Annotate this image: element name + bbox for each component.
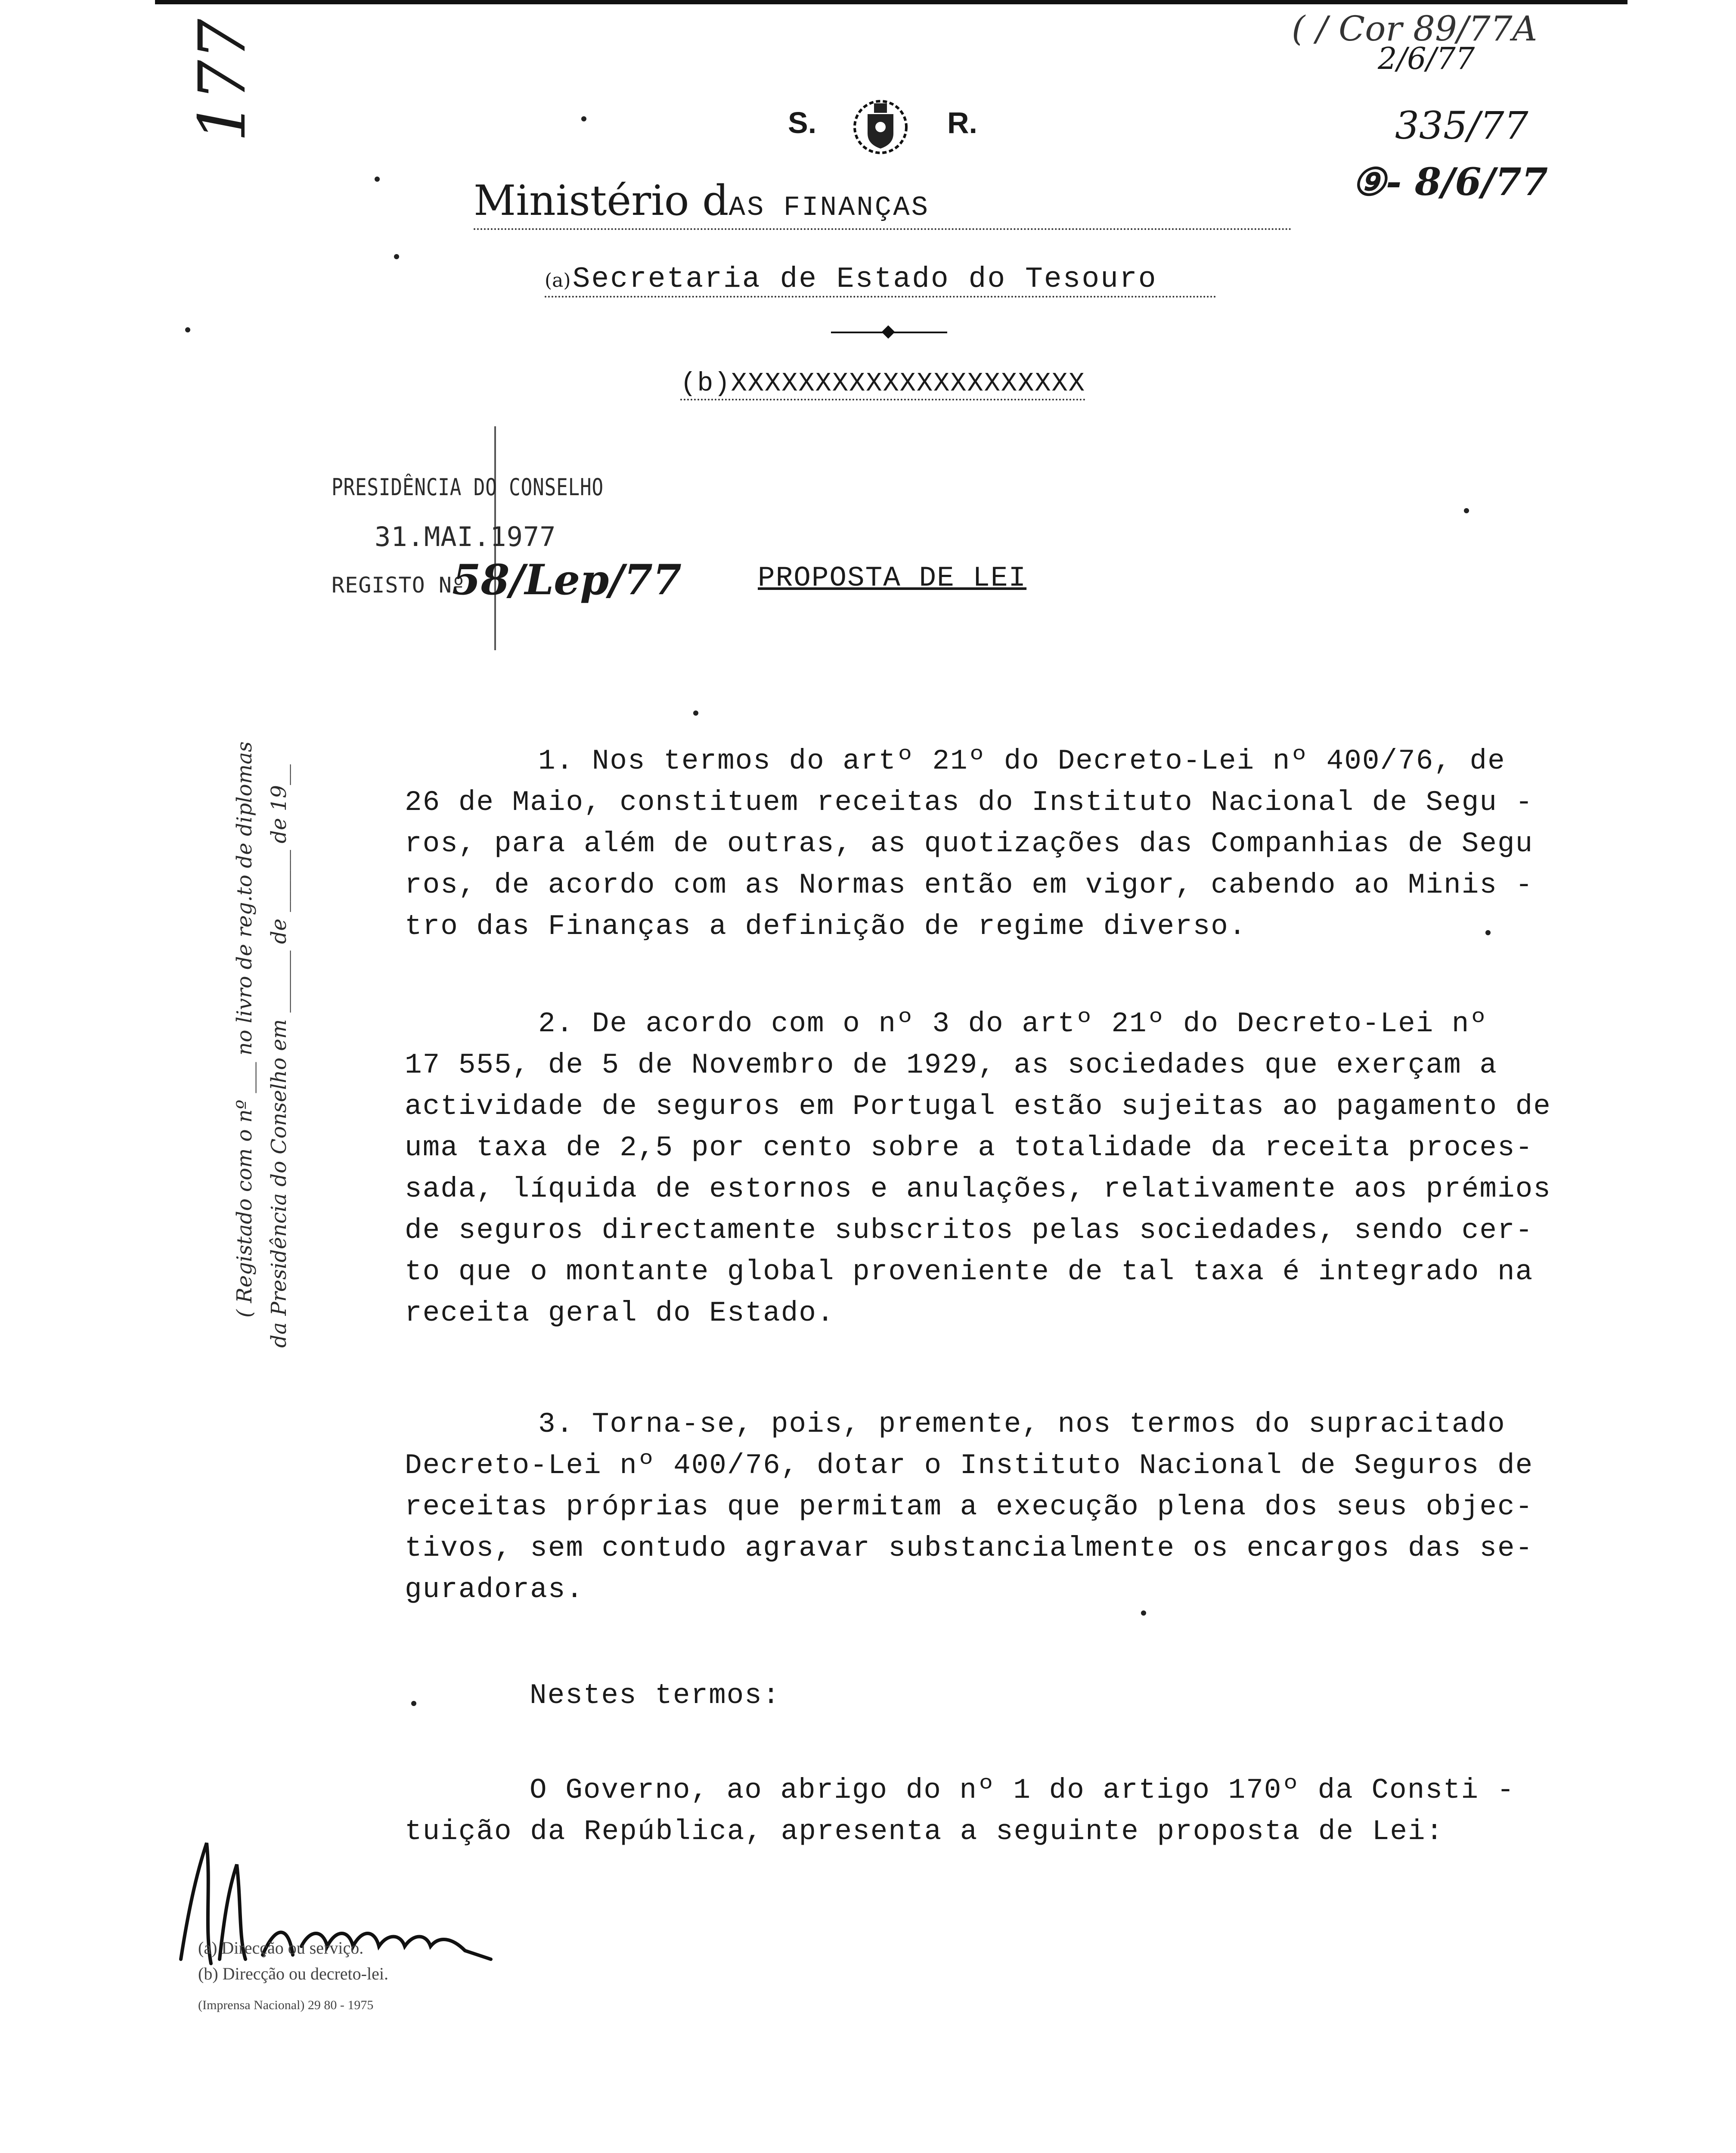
paragraph-3-line: guradoras.: [405, 1573, 584, 1606]
closing-heading: Nestes termos:: [530, 1679, 781, 1712]
footnote-a: (a) Direcção ou serviço.: [198, 1938, 364, 1958]
footnote-print: (Imprensa Nacional) 29 80 - 1975: [198, 1998, 374, 2012]
paragraph-3-line: receitas próprias que permitam a execução plena dos seus objec-: [405, 1491, 1534, 1523]
coat-of-arms-icon: [844, 90, 917, 164]
closing-line: tuição da República, apresenta a seguinte proposta de Lei:: [405, 1815, 1444, 1848]
ministry-line: [474, 177, 1292, 230]
scan-speck: [581, 116, 586, 121]
scan-speck: [185, 327, 190, 332]
paragraph-3-line: 3. Torna-se, pois, premente, nos termos do supracitado: [538, 1408, 1506, 1440]
ministry-prefix: Ministério d: [474, 177, 729, 225]
annotation-date-top: 2/6/77: [1378, 41, 1475, 76]
closing-line: O Governo, ao abrigo do nº 1 do artigo 170º da Consti -: [530, 1774, 1515, 1806]
document-title: PROPOSTA DE LEI: [758, 562, 1027, 594]
stamp-register-label: REGISTO Nº: [332, 573, 466, 598]
paragraph-2-line: 17 555, de 5 de Novembro de 1929, as sociedades que exerçam a: [405, 1049, 1497, 1081]
margin-mark: 177: [185, 19, 260, 142]
stamp-office: PRESIDÊNCIA DO CONSELHO: [332, 474, 604, 501]
registration-side-note-2: da Presidência do Conselho em ______ de ______ de 19__: [267, 764, 291, 1348]
ministry-name: AS FINANÇAS: [728, 192, 930, 223]
paragraph-2-line: sada, líquida de estornos e anulações, relativamente aos prémios: [405, 1173, 1551, 1205]
scan-speck: [693, 710, 698, 716]
paragraph-1-line: 1. Nos termos do artº 21º do Decreto-Lei nº 400/76, de: [538, 745, 1506, 777]
paragraph-1-line: 26 de Maio, constituem receitas do Instituto Nacional de Segu -: [405, 786, 1534, 819]
secretariat-mark: (a): [545, 270, 571, 292]
scan-speck: [375, 177, 380, 182]
annotation-reference: ( / Cor 89/77A: [1292, 9, 1538, 49]
paragraph-1-line: ros, para além de outras, as quotizações das Companhias de Segu: [405, 828, 1534, 860]
scan-speck: [411, 1701, 416, 1706]
annotation-number: 335/77: [1395, 103, 1528, 148]
footnote-b: (b) Direcção ou decreto-lei.: [198, 1964, 388, 1983]
ornament-diamond: [881, 325, 895, 338]
direction-struck: (b)XXXXXXXXXXXXXXXXXXXXX: [680, 368, 1085, 400]
crest-left-letter: S.: [788, 106, 817, 140]
paragraph-2-line: to que o montante global proveniente de tal taxa é integrado na: [405, 1256, 1534, 1288]
scan-speck: [1485, 930, 1491, 935]
scan-speck: [1464, 508, 1469, 513]
paragraph-2-line: uma taxa de 2,5 por cento sobre a totalidade da receita proces-: [405, 1132, 1534, 1164]
secretariat-line: [545, 263, 1216, 298]
paragraph-3-line: Decreto-Lei nº 400/76, dotar o Instituto Nacional de Seguros de: [405, 1449, 1534, 1482]
paragraph-2-line: de seguros directamente subscritos pelas sociedades, sendo cer-: [405, 1214, 1534, 1247]
scan-speck: [394, 254, 399, 259]
stamp-date: 31.MAI.1977: [375, 521, 556, 552]
paragraph-2-line: receita geral do Estado.: [405, 1297, 835, 1329]
paragraph-1-line: tro das Finanças a definição de regime diverso.: [405, 910, 1247, 943]
registration-side-note-1: ( Registado com o nº ___ no livro de reg.to de diplomas: [232, 741, 257, 1318]
paragraph-3-line: tivos, sem contudo agravar substancialmente os encargos das se-: [405, 1532, 1534, 1564]
annotation-date: ⑨- 8/6/77: [1352, 159, 1548, 204]
paragraph-2-line: actividade de seguros em Portugal estão sujeitas ao pagamento de: [405, 1090, 1551, 1123]
scan-speck: [1141, 1610, 1146, 1616]
top-rule: [155, 0, 1628, 4]
crest-right-letter: R.: [947, 106, 977, 140]
stamp-register-number: 58/Lep/77: [452, 555, 682, 604]
paragraph-2-line: 2. De acordo com o nº 3 do artº 21º do Decreto-Lei nº: [538, 1008, 1488, 1040]
paragraph-1-line: ros, de acordo com as Normas então em vigor, cabendo ao Minis -: [405, 869, 1534, 901]
secretariat-name: Secretaria de Estado do Tesouro: [572, 263, 1157, 296]
